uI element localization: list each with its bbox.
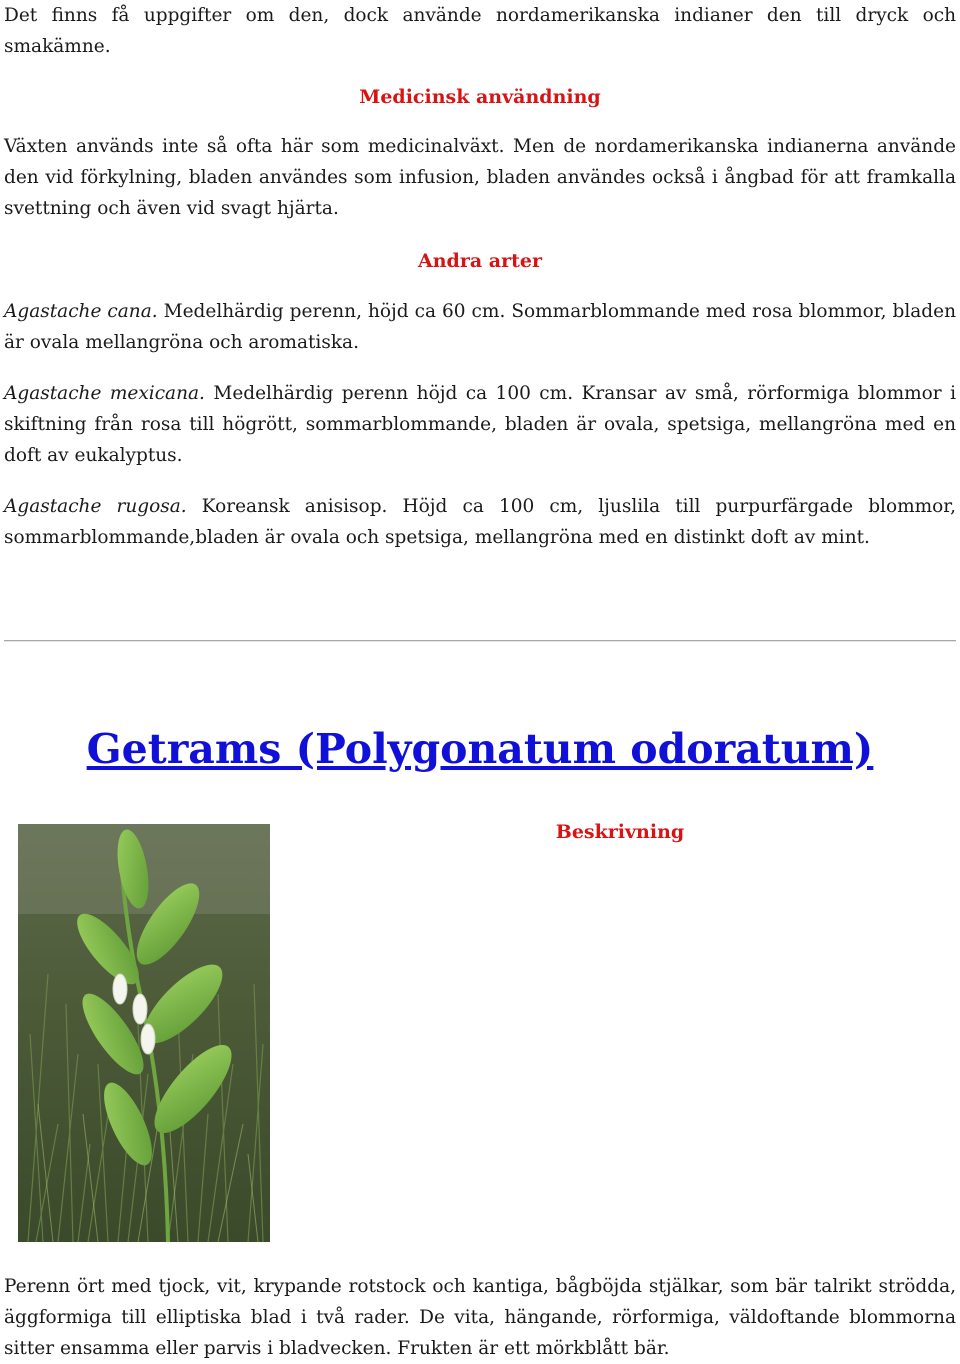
species-description: Koreansk anisisop. Höjd ca 100 cm, ljuslila till purpurfärgade blommor, sommarblommande,bladen är ovala och spetsiga, mellangröna med en distinkt doft av mint. [4, 496, 957, 548]
medicinal-heading: Medicinsk användning [359, 86, 601, 108]
intro-paragraph: Det finns få uppgifter om den, dock använde nordamerikanska indianer den till dryck och smakämne. [4, 5, 956, 57]
species-description: Medelhärdig perenn höjd ca 100 cm. Kransar av små, rörformiga blommor i skiftning från rosa till högrött, sommarblommande, bladen är ovala, spetsiga, mellangröna med en doft av eukalyptus. [4, 383, 956, 466]
species-name: Agastache rugosa. [4, 496, 187, 517]
species-name: Agastache cana. [4, 301, 158, 322]
species-name: Agastache mexicana. [4, 383, 205, 404]
article-title-link[interactable]: Getrams (Polygonatum odoratum) [86, 725, 874, 773]
species-paragraph-mexicana [4, 378, 956, 471]
description-paragraph: Perenn ört med tjock, vit, krypande rotstock och kantiga, bågböjda stjälkar, som bär talrikt strödda, äggformiga till elliptiska blad i två rader. De vita, hängande, rörformiga, väldoftande blommorna sitter ensamma eller parvis i bladvecken. Frukten är ett mörkblått bär. [4, 1276, 956, 1359]
species-paragraph-cana [4, 296, 956, 358]
species-description: Medelhärdig perenn, höjd ca 60 cm. Sommarblommande med rosa blommor, bladen är ovala mellangröna och aromatiska. [4, 301, 956, 353]
species-paragraph-rugosa [4, 491, 956, 553]
description-heading: Beskrivning [555, 821, 685, 843]
medicinal-paragraph: Växten används inte så ofta här som medicinalväxt. Men de nordamerikanska indianerna använde den vid förkylning, bladen användes som infusion, bladen användes också i ångbad för att framkalla svettning och även vid svagt hjärta. [4, 136, 956, 219]
section-divider [4, 640, 956, 642]
plant-photo [18, 824, 270, 1242]
article-title [0, 722, 960, 776]
other-species-heading: Andra arter [418, 250, 542, 272]
